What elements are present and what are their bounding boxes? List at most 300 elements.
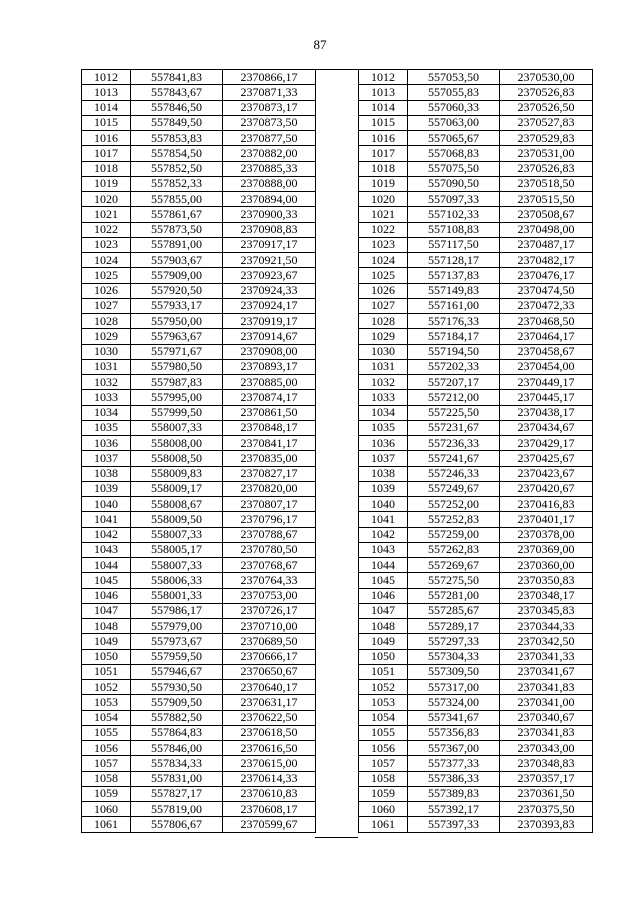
table-row bbox=[359, 573, 593, 588]
point-number-cell: 1046 bbox=[359, 588, 408, 603]
point-number-cell: 1056 bbox=[82, 741, 131, 756]
point-number-cell: 1048 bbox=[82, 619, 131, 634]
point-number-cell: 1035 bbox=[359, 420, 408, 435]
table-row bbox=[82, 359, 316, 374]
point-number-cell: 1026 bbox=[82, 283, 131, 298]
point-number-cell: 1028 bbox=[82, 314, 131, 329]
coordinate-x-cell: 557060,33 bbox=[408, 100, 500, 115]
coordinate-y-cell: 2370508,67 bbox=[500, 207, 593, 222]
coordinate-y-cell: 2370689,50 bbox=[223, 634, 316, 649]
table-row bbox=[359, 664, 593, 679]
table-row bbox=[359, 786, 593, 801]
coordinate-y-cell: 2370518,50 bbox=[500, 176, 593, 191]
coordinate-y-cell: 2370921,50 bbox=[223, 253, 316, 268]
coordinate-x-cell: 557252,83 bbox=[408, 512, 500, 527]
coordinate-x-cell: 557231,67 bbox=[408, 420, 500, 435]
point-number-cell: 1013 bbox=[359, 85, 408, 100]
point-number-cell: 1055 bbox=[82, 725, 131, 740]
coordinate-y-cell: 2370341,33 bbox=[500, 649, 593, 664]
coordinate-x-cell: 557289,17 bbox=[408, 619, 500, 634]
coordinate-x-cell: 557207,17 bbox=[408, 375, 500, 390]
coordinate-y-cell: 2370423,67 bbox=[500, 466, 593, 481]
table-row bbox=[359, 756, 593, 771]
coordinate-y-cell: 2370900,33 bbox=[223, 207, 316, 222]
point-number-cell: 1054 bbox=[359, 710, 408, 725]
table-row bbox=[359, 344, 593, 359]
point-number-cell: 1033 bbox=[82, 390, 131, 405]
coordinate-y-cell: 2370866,17 bbox=[223, 70, 316, 85]
point-number-cell: 1027 bbox=[82, 298, 131, 313]
table-row bbox=[82, 283, 316, 298]
table-row bbox=[359, 680, 593, 695]
point-number-cell: 1060 bbox=[359, 802, 408, 817]
point-number-cell: 1022 bbox=[82, 222, 131, 237]
coordinate-x-cell: 557065,67 bbox=[408, 131, 500, 146]
table-row bbox=[359, 588, 593, 603]
table-row bbox=[359, 176, 593, 191]
table-row bbox=[82, 771, 316, 786]
table-row bbox=[359, 725, 593, 740]
coordinate-x-cell: 557861,67 bbox=[131, 207, 223, 222]
point-number-cell: 1057 bbox=[82, 756, 131, 771]
table-row bbox=[82, 710, 316, 725]
table-row bbox=[359, 131, 593, 146]
coordinate-y-cell: 2370924,17 bbox=[223, 298, 316, 313]
coordinate-x-cell: 557377,33 bbox=[408, 756, 500, 771]
point-number-cell: 1038 bbox=[359, 466, 408, 481]
coordinate-x-cell: 558008,50 bbox=[131, 451, 223, 466]
point-number-cell: 1035 bbox=[82, 420, 131, 435]
coordinate-y-cell: 2370529,83 bbox=[500, 131, 593, 146]
point-number-cell: 1029 bbox=[359, 329, 408, 344]
table-row bbox=[82, 573, 316, 588]
coordinate-y-cell: 2370616,50 bbox=[223, 741, 316, 756]
table-row bbox=[359, 695, 593, 710]
table-row bbox=[359, 298, 593, 313]
coordinates-table-right bbox=[358, 69, 593, 833]
point-number-cell: 1040 bbox=[82, 497, 131, 512]
point-number-cell: 1048 bbox=[359, 619, 408, 634]
coordinate-x-cell: 557979,00 bbox=[131, 619, 223, 634]
coordinate-y-cell: 2370498,00 bbox=[500, 222, 593, 237]
coordinate-y-cell: 2370888,00 bbox=[223, 176, 316, 191]
coordinate-y-cell: 2370923,67 bbox=[223, 268, 316, 283]
point-number-cell: 1012 bbox=[82, 70, 131, 85]
coordinate-x-cell: 557389,83 bbox=[408, 786, 500, 801]
coordinate-y-cell: 2370848,17 bbox=[223, 420, 316, 435]
coordinate-x-cell: 557855,00 bbox=[131, 192, 223, 207]
coordinate-y-cell: 2370871,33 bbox=[223, 85, 316, 100]
point-number-cell: 1025 bbox=[82, 268, 131, 283]
coordinate-x-cell: 557999,50 bbox=[131, 405, 223, 420]
coordinate-x-cell: 557852,50 bbox=[131, 161, 223, 176]
point-number-cell: 1059 bbox=[359, 786, 408, 801]
coordinate-x-cell: 558009,83 bbox=[131, 466, 223, 481]
coordinate-y-cell: 2370608,17 bbox=[223, 802, 316, 817]
coordinate-y-cell: 2370360,00 bbox=[500, 558, 593, 573]
point-number-cell: 1016 bbox=[359, 131, 408, 146]
point-number-cell: 1016 bbox=[82, 131, 131, 146]
coordinate-x-cell: 557194,50 bbox=[408, 344, 500, 359]
point-number-cell: 1042 bbox=[82, 527, 131, 542]
point-number-cell: 1042 bbox=[359, 527, 408, 542]
table-row bbox=[82, 756, 316, 771]
coordinate-y-cell: 2370807,17 bbox=[223, 497, 316, 512]
table-row bbox=[82, 664, 316, 679]
coordinates-table-left bbox=[81, 69, 316, 833]
point-number-cell: 1017 bbox=[82, 146, 131, 161]
coordinate-y-cell: 2370341,00 bbox=[500, 695, 593, 710]
table-row bbox=[82, 207, 316, 222]
coordinate-y-cell: 2370764,33 bbox=[223, 573, 316, 588]
table-row bbox=[82, 298, 316, 313]
point-number-cell: 1054 bbox=[82, 710, 131, 725]
coordinate-x-cell: 557854,50 bbox=[131, 146, 223, 161]
table-row bbox=[359, 100, 593, 115]
point-number-cell: 1037 bbox=[359, 451, 408, 466]
point-number-cell: 1052 bbox=[82, 680, 131, 695]
table-row bbox=[82, 375, 316, 390]
coordinate-x-cell: 557986,17 bbox=[131, 603, 223, 618]
coordinate-y-cell: 2370618,50 bbox=[223, 725, 316, 740]
coordinate-x-cell: 557882,50 bbox=[131, 710, 223, 725]
table-row bbox=[82, 741, 316, 756]
coordinate-x-cell: 557053,50 bbox=[408, 70, 500, 85]
coordinate-y-cell: 2370710,00 bbox=[223, 619, 316, 634]
coordinate-x-cell: 557963,67 bbox=[131, 329, 223, 344]
point-number-cell: 1013 bbox=[82, 85, 131, 100]
coordinate-x-cell: 557973,67 bbox=[131, 634, 223, 649]
table-row bbox=[82, 192, 316, 207]
coordinate-y-cell: 2370873,17 bbox=[223, 100, 316, 115]
point-number-cell: 1038 bbox=[82, 466, 131, 481]
coordinate-y-cell: 2370474,50 bbox=[500, 283, 593, 298]
table-row bbox=[82, 619, 316, 634]
table-row bbox=[359, 771, 593, 786]
coordinate-x-cell: 557995,00 bbox=[131, 390, 223, 405]
table-row bbox=[82, 634, 316, 649]
table-row bbox=[359, 192, 593, 207]
coordinate-x-cell: 557864,83 bbox=[131, 725, 223, 740]
coordinate-x-cell: 557846,50 bbox=[131, 100, 223, 115]
table-row bbox=[82, 466, 316, 481]
coordinate-y-cell: 2370908,00 bbox=[223, 344, 316, 359]
coordinate-y-cell: 2370622,50 bbox=[223, 710, 316, 725]
coordinate-y-cell: 2370468,50 bbox=[500, 314, 593, 329]
coordinate-x-cell: 557285,67 bbox=[408, 603, 500, 618]
table-row bbox=[82, 512, 316, 527]
coordinate-x-cell: 557262,83 bbox=[408, 542, 500, 557]
table-row bbox=[82, 329, 316, 344]
table-row bbox=[359, 268, 593, 283]
point-number-cell: 1019 bbox=[359, 176, 408, 191]
point-number-cell: 1051 bbox=[359, 664, 408, 679]
coordinate-y-cell: 2370340,67 bbox=[500, 710, 593, 725]
table-row bbox=[82, 451, 316, 466]
point-number-cell: 1058 bbox=[359, 771, 408, 786]
coordinate-x-cell: 557161,00 bbox=[408, 298, 500, 313]
coordinate-y-cell: 2370515,50 bbox=[500, 192, 593, 207]
table-row bbox=[82, 680, 316, 695]
table-row bbox=[82, 405, 316, 420]
coordinate-x-cell: 557827,17 bbox=[131, 786, 223, 801]
coordinate-x-cell: 557946,67 bbox=[131, 664, 223, 679]
coordinate-y-cell: 2370768,67 bbox=[223, 558, 316, 573]
coordinate-y-cell: 2370796,17 bbox=[223, 512, 316, 527]
coordinate-y-cell: 2370454,00 bbox=[500, 359, 593, 374]
table-row bbox=[82, 786, 316, 801]
point-number-cell: 1041 bbox=[82, 512, 131, 527]
table-row bbox=[82, 100, 316, 115]
coordinate-y-cell: 2370908,83 bbox=[223, 222, 316, 237]
point-number-cell: 1021 bbox=[359, 207, 408, 222]
coordinates-table-right-body bbox=[359, 70, 593, 833]
coordinate-x-cell: 557852,33 bbox=[131, 176, 223, 191]
coordinate-x-cell: 557341,67 bbox=[408, 710, 500, 725]
point-number-cell: 1017 bbox=[359, 146, 408, 161]
coordinate-x-cell: 557090,50 bbox=[408, 176, 500, 191]
point-number-cell: 1034 bbox=[359, 405, 408, 420]
coordinate-y-cell: 2370401,17 bbox=[500, 512, 593, 527]
table-row bbox=[82, 588, 316, 603]
point-number-cell: 1014 bbox=[82, 100, 131, 115]
point-number-cell: 1037 bbox=[82, 451, 131, 466]
table-row bbox=[82, 527, 316, 542]
point-number-cell: 1053 bbox=[82, 695, 131, 710]
coordinate-y-cell: 2370348,17 bbox=[500, 588, 593, 603]
coordinate-x-cell: 557068,83 bbox=[408, 146, 500, 161]
point-number-cell: 1031 bbox=[82, 359, 131, 374]
coordinate-y-cell: 2370882,00 bbox=[223, 146, 316, 161]
coordinate-x-cell: 557297,33 bbox=[408, 634, 500, 649]
coordinate-y-cell: 2370894,00 bbox=[223, 192, 316, 207]
point-number-cell: 1021 bbox=[82, 207, 131, 222]
coordinate-x-cell: 558007,33 bbox=[131, 420, 223, 435]
coordinate-x-cell: 557834,33 bbox=[131, 756, 223, 771]
point-number-cell: 1030 bbox=[359, 344, 408, 359]
table-row bbox=[82, 481, 316, 496]
coordinate-y-cell: 2370614,33 bbox=[223, 771, 316, 786]
coordinate-y-cell: 2370378,00 bbox=[500, 527, 593, 542]
coordinate-x-cell: 557386,33 bbox=[408, 771, 500, 786]
coordinate-y-cell: 2370917,17 bbox=[223, 237, 316, 252]
coordinate-x-cell: 558005,17 bbox=[131, 542, 223, 557]
point-number-cell: 1019 bbox=[82, 176, 131, 191]
point-number-cell: 1061 bbox=[82, 817, 131, 832]
coordinate-y-cell: 2370350,83 bbox=[500, 573, 593, 588]
point-number-cell: 1041 bbox=[359, 512, 408, 527]
point-number-cell: 1020 bbox=[82, 192, 131, 207]
coordinate-y-cell: 2370610,83 bbox=[223, 786, 316, 801]
coordinate-x-cell: 557176,33 bbox=[408, 314, 500, 329]
coordinate-y-cell: 2370343,00 bbox=[500, 741, 593, 756]
table-row bbox=[359, 558, 593, 573]
table-row bbox=[82, 131, 316, 146]
point-number-cell: 1012 bbox=[359, 70, 408, 85]
table-row bbox=[359, 512, 593, 527]
point-number-cell: 1015 bbox=[82, 115, 131, 130]
point-number-cell: 1046 bbox=[82, 588, 131, 603]
table-row bbox=[359, 161, 593, 176]
table-row bbox=[359, 497, 593, 512]
coordinate-x-cell: 557397,33 bbox=[408, 817, 500, 832]
table-row bbox=[359, 253, 593, 268]
coordinate-x-cell: 558009,50 bbox=[131, 512, 223, 527]
coordinate-y-cell: 2370914,67 bbox=[223, 329, 316, 344]
table-row bbox=[359, 741, 593, 756]
point-number-cell: 1036 bbox=[359, 436, 408, 451]
point-number-cell: 1052 bbox=[359, 680, 408, 695]
point-number-cell: 1044 bbox=[82, 558, 131, 573]
table-row bbox=[82, 161, 316, 176]
coordinate-y-cell: 2370666,17 bbox=[223, 649, 316, 664]
point-number-cell: 1032 bbox=[82, 375, 131, 390]
table-row bbox=[359, 359, 593, 374]
coordinate-y-cell: 2370841,17 bbox=[223, 436, 316, 451]
table-row bbox=[82, 176, 316, 191]
coordinate-y-cell: 2370438,17 bbox=[500, 405, 593, 420]
table-row bbox=[82, 817, 316, 832]
coordinate-x-cell: 557117,50 bbox=[408, 237, 500, 252]
table-row bbox=[82, 420, 316, 435]
point-number-cell: 1028 bbox=[359, 314, 408, 329]
coordinate-y-cell: 2370526,83 bbox=[500, 85, 593, 100]
point-number-cell: 1024 bbox=[82, 253, 131, 268]
coordinate-x-cell: 557149,83 bbox=[408, 283, 500, 298]
table-row bbox=[359, 451, 593, 466]
table-row bbox=[359, 329, 593, 344]
coordinate-x-cell: 557873,50 bbox=[131, 222, 223, 237]
table-row bbox=[82, 222, 316, 237]
coordinate-y-cell: 2370780,50 bbox=[223, 542, 316, 557]
point-number-cell: 1047 bbox=[359, 603, 408, 618]
table-row bbox=[359, 802, 593, 817]
table-gap-column bbox=[315, 69, 358, 838]
table-row bbox=[359, 70, 593, 85]
table-row bbox=[359, 222, 593, 237]
table-row bbox=[359, 542, 593, 557]
coordinate-y-cell: 2370342,50 bbox=[500, 634, 593, 649]
coordinate-y-cell: 2370788,67 bbox=[223, 527, 316, 542]
coordinate-x-cell: 557920,50 bbox=[131, 283, 223, 298]
point-number-cell: 1060 bbox=[82, 802, 131, 817]
coordinate-x-cell: 557971,67 bbox=[131, 344, 223, 359]
coordinate-y-cell: 2370919,17 bbox=[223, 314, 316, 329]
table-row bbox=[82, 695, 316, 710]
coordinate-x-cell: 557317,00 bbox=[408, 680, 500, 695]
coordinate-y-cell: 2370487,17 bbox=[500, 237, 593, 252]
point-number-cell: 1032 bbox=[359, 375, 408, 390]
point-number-cell: 1014 bbox=[359, 100, 408, 115]
table-row bbox=[82, 237, 316, 252]
coordinate-y-cell: 2370873,50 bbox=[223, 115, 316, 130]
coordinate-y-cell: 2370893,17 bbox=[223, 359, 316, 374]
coordinate-x-cell: 557849,50 bbox=[131, 115, 223, 130]
point-number-cell: 1026 bbox=[359, 283, 408, 298]
coordinate-y-cell: 2370472,33 bbox=[500, 298, 593, 313]
coordinate-x-cell: 557367,00 bbox=[408, 741, 500, 756]
table-row bbox=[82, 558, 316, 573]
coordinate-y-cell: 2370924,33 bbox=[223, 283, 316, 298]
table-row bbox=[82, 115, 316, 130]
table-row bbox=[82, 542, 316, 557]
coordinate-x-cell: 557202,33 bbox=[408, 359, 500, 374]
coordinate-y-cell: 2370420,67 bbox=[500, 481, 593, 496]
table-row bbox=[359, 283, 593, 298]
point-number-cell: 1027 bbox=[359, 298, 408, 313]
coordinate-y-cell: 2370874,17 bbox=[223, 390, 316, 405]
coordinate-x-cell: 557987,83 bbox=[131, 375, 223, 390]
coordinate-x-cell: 557241,67 bbox=[408, 451, 500, 466]
coordinate-y-cell: 2370429,17 bbox=[500, 436, 593, 451]
coordinate-y-cell: 2370464,17 bbox=[500, 329, 593, 344]
coordinate-x-cell: 557246,33 bbox=[408, 466, 500, 481]
coordinate-x-cell: 557980,50 bbox=[131, 359, 223, 374]
coordinate-x-cell: 558006,33 bbox=[131, 573, 223, 588]
point-number-cell: 1047 bbox=[82, 603, 131, 618]
coordinate-x-cell: 557930,50 bbox=[131, 680, 223, 695]
coordinate-x-cell: 557909,50 bbox=[131, 695, 223, 710]
table-row bbox=[359, 436, 593, 451]
coordinate-y-cell: 2370482,17 bbox=[500, 253, 593, 268]
coordinate-y-cell: 2370885,00 bbox=[223, 375, 316, 390]
coordinate-x-cell: 557846,00 bbox=[131, 741, 223, 756]
table-row bbox=[82, 603, 316, 618]
coordinate-y-cell: 2370827,17 bbox=[223, 466, 316, 481]
point-number-cell: 1053 bbox=[359, 695, 408, 710]
coordinate-y-cell: 2370650,67 bbox=[223, 664, 316, 679]
table-row bbox=[82, 725, 316, 740]
coordinate-y-cell: 2370476,17 bbox=[500, 268, 593, 283]
point-number-cell: 1061 bbox=[359, 817, 408, 832]
coordinate-y-cell: 2370449,17 bbox=[500, 375, 593, 390]
table-row bbox=[359, 85, 593, 100]
table-row bbox=[82, 146, 316, 161]
table-row bbox=[359, 146, 593, 161]
coordinate-x-cell: 557184,17 bbox=[408, 329, 500, 344]
table-row bbox=[359, 237, 593, 252]
point-number-cell: 1023 bbox=[359, 237, 408, 252]
coordinate-x-cell: 558009,17 bbox=[131, 481, 223, 496]
coordinate-x-cell: 557853,83 bbox=[131, 131, 223, 146]
point-number-cell: 1050 bbox=[82, 649, 131, 664]
coordinate-y-cell: 2370861,50 bbox=[223, 405, 316, 420]
coordinate-x-cell: 557075,50 bbox=[408, 161, 500, 176]
point-number-cell: 1040 bbox=[359, 497, 408, 512]
point-number-cell: 1056 bbox=[359, 741, 408, 756]
coordinate-x-cell: 557212,00 bbox=[408, 390, 500, 405]
table-row bbox=[359, 527, 593, 542]
point-number-cell: 1015 bbox=[359, 115, 408, 130]
coordinate-y-cell: 2370341,83 bbox=[500, 725, 593, 740]
coordinate-y-cell: 2370530,00 bbox=[500, 70, 593, 85]
coordinate-x-cell: 557841,83 bbox=[131, 70, 223, 85]
point-number-cell: 1043 bbox=[82, 542, 131, 557]
coordinate-x-cell: 557097,33 bbox=[408, 192, 500, 207]
coordinate-x-cell: 557392,17 bbox=[408, 802, 500, 817]
coordinate-x-cell: 557304,33 bbox=[408, 649, 500, 664]
coordinate-x-cell: 558008,00 bbox=[131, 436, 223, 451]
point-number-cell: 1055 bbox=[359, 725, 408, 740]
point-number-cell: 1022 bbox=[359, 222, 408, 237]
coordinate-x-cell: 557275,50 bbox=[408, 573, 500, 588]
table-row bbox=[359, 207, 593, 222]
coordinate-y-cell: 2370599,67 bbox=[223, 817, 316, 832]
table-row bbox=[82, 390, 316, 405]
coordinate-y-cell: 2370458,67 bbox=[500, 344, 593, 359]
point-number-cell: 1039 bbox=[82, 481, 131, 496]
coordinate-y-cell: 2370820,00 bbox=[223, 481, 316, 496]
